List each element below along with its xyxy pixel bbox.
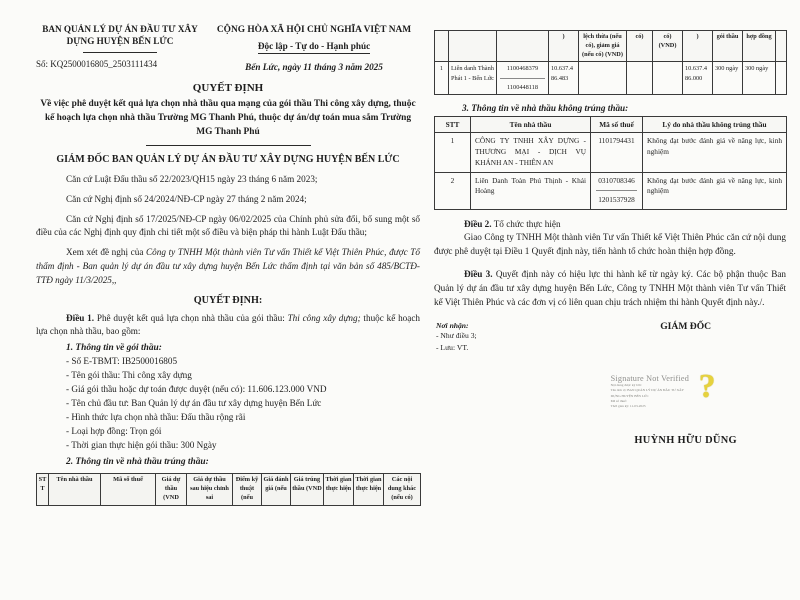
winner-tax-cell (497, 62, 549, 94)
national-header-block (204, 24, 420, 72)
col-bid-price-cont: ) (549, 31, 579, 62)
winner-tech-score (627, 62, 653, 94)
list-item: - Hình thức lựa chọn nhà thầu: Đấu thầu rộng rãi (66, 412, 246, 423)
loser-table (434, 116, 787, 211)
article-1-package-name: Thi công xây dựng; (287, 312, 361, 323)
winner-row (435, 62, 787, 94)
stamp-detail-line: Thời gian ký: 11-03-2025 (610, 403, 646, 408)
col-stt-cont (435, 31, 449, 62)
signature-status-text: Signature Not Verified (610, 374, 690, 384)
recipient-item: - Lưu: VT. (436, 343, 469, 353)
loser-row (435, 172, 787, 210)
col-win-price-cont: ) (683, 31, 713, 62)
col-duration-package-cont: gói thầu (713, 31, 743, 62)
article-3-label: Điều 3. (464, 268, 493, 279)
proposal-italic: Công ty TNHH Một thành viên Tư vấn Thiết kế Việt Thiên Phúc, được Tổ thẩm định - Ban quản lý dự án đầu tư xây dựng huyện Bến Lức thẩm định tại văn bản số 485/BCTĐ-TTĐ ngày 11/3/2025,, (36, 247, 421, 285)
col-corrected-price-cont: lệch thừa (nếu có), giảm giá (nếu có) (VND) (579, 31, 627, 62)
loser-tax: 1101794431 (591, 132, 643, 172)
article-1-label: Điều 1. (66, 312, 95, 323)
list-item: - Số E-TBMT: IB2500016805 (66, 356, 178, 367)
citation-3: Căn cứ Nghị định số 17/2025/NĐ-CP ngày 06/02/2025 của Chính phủ sửa đổi, bổ sung một số điều của các Nghị định quy định chi tiết một số điều và biện pháp thi hành Luật Đấu thầu; (36, 213, 420, 238)
winner-table-page2 (434, 30, 787, 95)
article-2-label: Điều 2. (464, 219, 492, 230)
authority-line: GIÁM ĐỐC BAN QUẢN LÝ DỰ ÁN ĐẦU TƯ XÂY DỰNG HUYỆN BẾN LỨC (56, 153, 400, 165)
col-reason: Lý do nhà thầu không trúng thầu (643, 116, 787, 132)
col-name-cont (449, 31, 497, 62)
col-contractor-name: Tên nhà thầu (471, 116, 591, 132)
loser-stt: 2 (435, 172, 471, 210)
document-title: QUYẾT ĐỊNH (192, 82, 264, 95)
issuing-org-name: BAN QUẢN LÝ DỰ ÁN ĐẦU TƯ XÂY DỰNG HUYỆN BẾN LỨC (42, 24, 198, 46)
section-1-heading: 1. Thông tin về gói thầu: (66, 343, 162, 354)
loser-tax-2: 1201537928 (598, 195, 635, 205)
loser-name: Liên Danh Toàn Phú Thịnh - Khải Hoàng (471, 172, 591, 210)
national-title: CỘNG HÒA XÃ HỘI CHỦ NGHĨA VIỆT NAM (216, 25, 412, 35)
loser-name: CÔNG TY TNHH XÂY DỰNG - THƯƠNG MẠI - DỊCH VỤ KHÁNH AN - THIÊN AN (471, 132, 591, 172)
list-item: - Tên gói thầu: Thi công xây dựng (66, 370, 192, 381)
stamp-detail-line: Mã số thuế: (610, 398, 627, 403)
col-duration-contract: Thời gian thực hiện (354, 474, 384, 505)
col-tax-code: Mã số thuế (591, 116, 643, 132)
col-tech-score-cont: có) (627, 31, 653, 62)
winner-other (776, 62, 787, 94)
proposal-lead: Xem xét đề nghị của (66, 247, 147, 258)
question-mark-icon: ? (698, 368, 716, 406)
loser-reason: Không đạt bước đánh giá về năng lực, kinh nghiệm (643, 132, 787, 172)
loser-tax-cell (591, 172, 643, 210)
col-bid-price: Giá dự thầu (VND (156, 474, 187, 505)
stamp-detail-line: DỰNG HUYỆN BẾN LỨC (610, 393, 649, 398)
col-stt: STT (435, 116, 471, 132)
winner-win-price: 10.637.486.000 (683, 62, 713, 94)
loser-stt: 1 (435, 132, 471, 172)
page-2 (422, 0, 800, 600)
article-3-body: Quyết định này có hiệu lực thi hành kể từ ngày ký. Các bộ phận thuộc Ban Quản lý dự án đầu tư xây dựng huyện Bến Lức, Công ty TNHH Một thành viên Tư vấn Thiết kế Việt Thiên Phúc và các đơn vị có liên quan chịu trách nhiệm thi hành Quyết định này./. (434, 268, 786, 307)
document-subtitle: Về việc phê duyệt kết quả lựa chọn nhà thầu qua mạng của gói thầu Thi công xây dựng, thuộc kế hoạch lựa chọn nhà thầu Trường MG Thanh Phú, thuộc dự án/dự toán mua sắm Trường MG Thanh Phú (40, 99, 416, 138)
section-3-heading: 3. Thông tin về nhà thầu không trúng thầu: (462, 102, 629, 113)
loser-reason: Không đạt bước đánh giá về năng lực, kinh nghiệm (643, 172, 787, 210)
stamp-detail-line: Nội dung được ký bởi: (610, 383, 642, 388)
recipients-label: Nơi nhận: (436, 321, 469, 331)
place-and-date: Bến Lức, ngày 11 tháng 3 năm 2025 (245, 62, 383, 73)
signature-block (434, 321, 786, 446)
winner-corrected-price (579, 62, 627, 94)
table-header-row (435, 116, 787, 132)
col-eval-price-cont: có) (VND) (653, 31, 683, 62)
citation-2: Căn cứ Nghị định số 24/2024/NĐ-CP ngày 27 tháng 2 năm 2024; (66, 193, 307, 204)
signer-title: GIÁM ĐỐC (660, 321, 712, 333)
loser-tax-1: 0310708346 (598, 175, 635, 185)
col-corrected-price: Giá dự thầu sau hiệu chỉnh sai (187, 474, 233, 505)
title-underline (146, 145, 311, 146)
table-header-row-continued (435, 31, 787, 62)
col-stt: STT (37, 474, 49, 505)
article-2-body: Giao Công ty TNHH Một thành viên Tư vấn Thiết kế Việt Thiên Phúc căn cứ nội dung được phê duyệt tại Điều 1 Quyết định này, tiến hành tổ chức hoàn thiện hợp đồng. (434, 232, 786, 257)
stamp-detail-line: Tên đơn vị: BAN QUẢN LÝ DỰ ÁN ĐẦU TƯ XÂY (610, 388, 684, 393)
recipients-block (434, 321, 585, 446)
table-header-row (37, 474, 421, 505)
winner-tax-1: 1100468379 (506, 65, 539, 73)
col-win-price: Giá trúng thầu (VND (291, 474, 324, 505)
col-tech-score: Điểm kỹ thuật (nếu (233, 474, 262, 505)
package-info-list (66, 355, 420, 453)
issuing-org-block (36, 24, 204, 72)
proposal-paragraph (36, 246, 420, 287)
winner-name: Liên danh Thành Phát 1 - Bến Lức (449, 62, 497, 94)
list-item: - Thời gian thực hiện gói thầu: 300 Ngày (66, 440, 217, 451)
article-3 (434, 268, 786, 309)
col-contractor-name: Tên nhà thầu (49, 474, 101, 505)
col-duration-contract-cont: hợp đồng (743, 31, 776, 62)
col-tax-code: Mã số thuế (101, 474, 156, 505)
loser-row (435, 132, 787, 172)
digital-signature-stamp (610, 368, 761, 409)
decision-heading: QUYẾT ĐỊNH: (193, 294, 263, 306)
recipient-item: - Như điều 3; (436, 331, 477, 341)
col-tax-cont (497, 31, 549, 62)
list-item: - Loại hợp đồng: Trọn gói (66, 426, 162, 437)
signer-name: HUỲNH HỮU DŨNG (634, 434, 737, 446)
citation-1: Căn cứ Luật Đấu thầu số 22/2023/QH15 ngày 23 tháng 6 năm 2023; (66, 174, 318, 185)
winner-duration-package: 300 ngày (713, 62, 743, 94)
national-motto: Độc lập - Tự do - Hạnh phúc (258, 41, 370, 54)
article-2-heading (434, 219, 786, 229)
winner-table-page1 (36, 473, 421, 505)
winner-duration-contract: 300 ngày (743, 62, 776, 94)
winner-stt: 1 (435, 62, 449, 94)
list-item: - Giá gói thầu hoặc dự toán được duyệt (nếu có): 11.606.123.000 VND (66, 384, 327, 395)
col-eval-price: Giá đánh giá (nếu (262, 474, 291, 505)
tax-divider (500, 78, 545, 79)
list-item: - Tên chủ đầu tư: Ban Quản lý dự án đầu tư xây dựng huyện Bến Lức (66, 398, 322, 409)
col-other-cont (776, 31, 787, 62)
col-other: Các nội dung khác (nếu có) (384, 474, 421, 505)
winner-bid-price: 10.637.486.483 (549, 62, 579, 94)
org-underline (83, 52, 157, 53)
article-1-lead: Phê duyệt kết quả lựa chọn nhà thầu của gói thầu: (94, 312, 288, 323)
winner-eval-price (653, 62, 683, 94)
article-2-title: Tổ chức thực hiện (491, 219, 561, 230)
article-1 (36, 312, 420, 340)
tax-divider (596, 190, 637, 191)
col-duration-package: Thời gian thực hiện (324, 474, 354, 505)
winner-tax-2: 1100448118 (506, 83, 539, 91)
section-2-heading: 2. Thông tin về nhà thầu trúng thầu: (66, 457, 209, 468)
document-header (36, 24, 420, 72)
document-number: Số: KQ2500016805_2503111434 (36, 58, 158, 69)
signer-block (585, 321, 786, 446)
article-1-tail: thuộc kế hoạch lựa chọn nhà thầu, bao gồm: (36, 312, 421, 337)
